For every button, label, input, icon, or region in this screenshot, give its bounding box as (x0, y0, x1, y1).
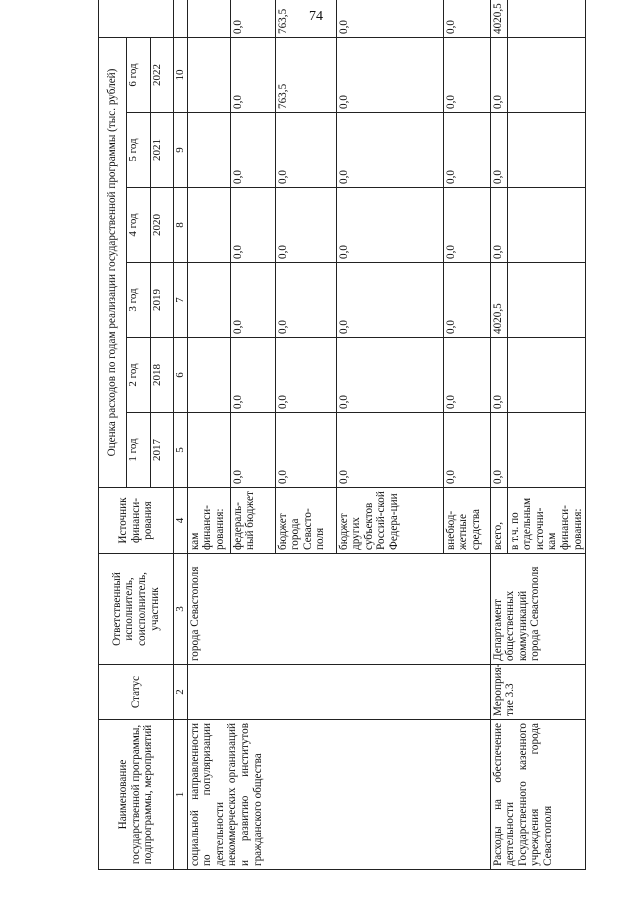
status-cell: Мероприя-тие 3.3 (490, 665, 586, 720)
year-label: 3 год (127, 263, 150, 338)
header-name: Наименование государственной программы, подпрограммы, мероприятий (99, 720, 174, 870)
source-cell: бюджет города Севасто-поля (275, 488, 336, 554)
column-number: 4 (174, 488, 188, 554)
value-cell: 0,0 (230, 113, 275, 188)
value-cell: 0,0 (230, 188, 275, 263)
value-cell (507, 263, 586, 338)
value-cell: 0,0 (230, 413, 275, 488)
value-cell: 0,0 (443, 413, 490, 488)
value-cell: 0,0 (336, 188, 443, 263)
table-row (187, 0, 230, 870)
header-total (99, 0, 174, 38)
column-number: 10 (174, 38, 188, 113)
column-number: 8 (174, 188, 188, 263)
value-cell: 0,0 (490, 188, 507, 263)
program-name-cell: Расходы на обеспечение деятельности Государственного казенного учреждения города Севастополя (490, 720, 586, 870)
value-cell: 0,0 (443, 188, 490, 263)
value-cell: 0,0 (275, 263, 336, 338)
value-cell: 763,5 (275, 38, 336, 113)
total-cell: 4020,5 (490, 0, 507, 38)
column-number: 9 (174, 113, 188, 188)
value-cell (507, 413, 586, 488)
value-cell (507, 113, 586, 188)
source-cell: внебюд-жетные средства (443, 488, 490, 554)
table-row (490, 0, 507, 870)
column-number: 7 (174, 263, 188, 338)
value-cell (507, 188, 586, 263)
year-label: 6 год (127, 38, 150, 113)
value-cell: 0,0 (275, 338, 336, 413)
total-cell (187, 0, 230, 38)
value-cell: 0,0 (490, 113, 507, 188)
value-cell: 0,0 (443, 38, 490, 113)
year-value: 2020 (150, 188, 173, 263)
year-value: 2017 (150, 413, 173, 488)
source-cell: бюджет других субъектов Россий-ской Федера-ции (336, 488, 443, 554)
year-value: 2018 (150, 338, 173, 413)
value-cell: 0,0 (336, 413, 443, 488)
value-cell: 0,0 (443, 263, 490, 338)
program-name-cell: социальной направленности по популяризации деятельности некоммерческих организаций и развитию институтов гражданского общества (187, 720, 490, 870)
value-cell: 0,0 (336, 113, 443, 188)
responsible-cell: города Севастополя (187, 554, 490, 665)
year-label: 1 год (127, 413, 150, 488)
value-cell: 0,0 (490, 338, 507, 413)
expenditure-table (98, 0, 586, 870)
header-estimate: Оценка расходов по годам реализации государственной программы (тыс. рублей) (99, 38, 127, 488)
source-cell: в т.ч. по отдельным источни-кам финанси-рования: (507, 488, 586, 554)
value-cell: 0,0 (275, 413, 336, 488)
column-number-row (174, 0, 188, 870)
value-cell (187, 38, 230, 113)
column-number: 1 (174, 720, 188, 870)
year-label: 4 год (127, 188, 150, 263)
year-value: 2019 (150, 263, 173, 338)
year-value: 2022 (150, 38, 173, 113)
year-label: 5 год (127, 113, 150, 188)
header-status: Статус (99, 665, 174, 720)
value-cell (187, 413, 230, 488)
responsible-cell: Департамент общественных коммуникаций города Севастополя (490, 554, 586, 665)
value-cell: 4020,5 (490, 263, 507, 338)
value-cell: 0,0 (490, 413, 507, 488)
value-cell: 0,0 (443, 113, 490, 188)
header-row (99, 0, 127, 870)
value-cell: 0,0 (275, 113, 336, 188)
value-cell (507, 38, 586, 113)
value-cell: 0,0 (230, 263, 275, 338)
value-cell: 0,0 (336, 263, 443, 338)
year-value: 2021 (150, 113, 173, 188)
column-number: 5 (174, 413, 188, 488)
source-cell: кам финанси-рования: (187, 488, 230, 554)
value-cell: 0,0 (490, 38, 507, 113)
total-cell: 763,5 (275, 0, 336, 38)
column-number (174, 0, 188, 38)
value-cell (187, 338, 230, 413)
total-cell (507, 0, 586, 38)
total-cell: 0,0 (336, 0, 443, 38)
value-cell: 0,0 (230, 38, 275, 113)
value-cell: 0,0 (443, 338, 490, 413)
total-cell: 0,0 (443, 0, 490, 38)
page-number: 74 (309, 9, 323, 24)
source-cell: федераль-ный бюджет (230, 488, 275, 554)
column-number: 2 (174, 665, 188, 720)
value-cell: 0,0 (230, 338, 275, 413)
column-number: 6 (174, 338, 188, 413)
value-cell: 0,0 (275, 188, 336, 263)
header-responsible: Ответственный исполнитель, соисполнитель, участник (99, 554, 174, 665)
total-cell: 0,0 (230, 0, 275, 38)
value-cell (187, 188, 230, 263)
year-label: 2 год (127, 338, 150, 413)
source-cell: всего, (490, 488, 507, 554)
value-cell: 0,0 (336, 338, 443, 413)
value-cell (507, 338, 586, 413)
value-cell: 0,0 (336, 38, 443, 113)
value-cell (187, 263, 230, 338)
header-source: Источник финанси-рования (99, 488, 174, 554)
column-number: 3 (174, 554, 188, 665)
value-cell (187, 113, 230, 188)
status-cell (187, 665, 490, 720)
